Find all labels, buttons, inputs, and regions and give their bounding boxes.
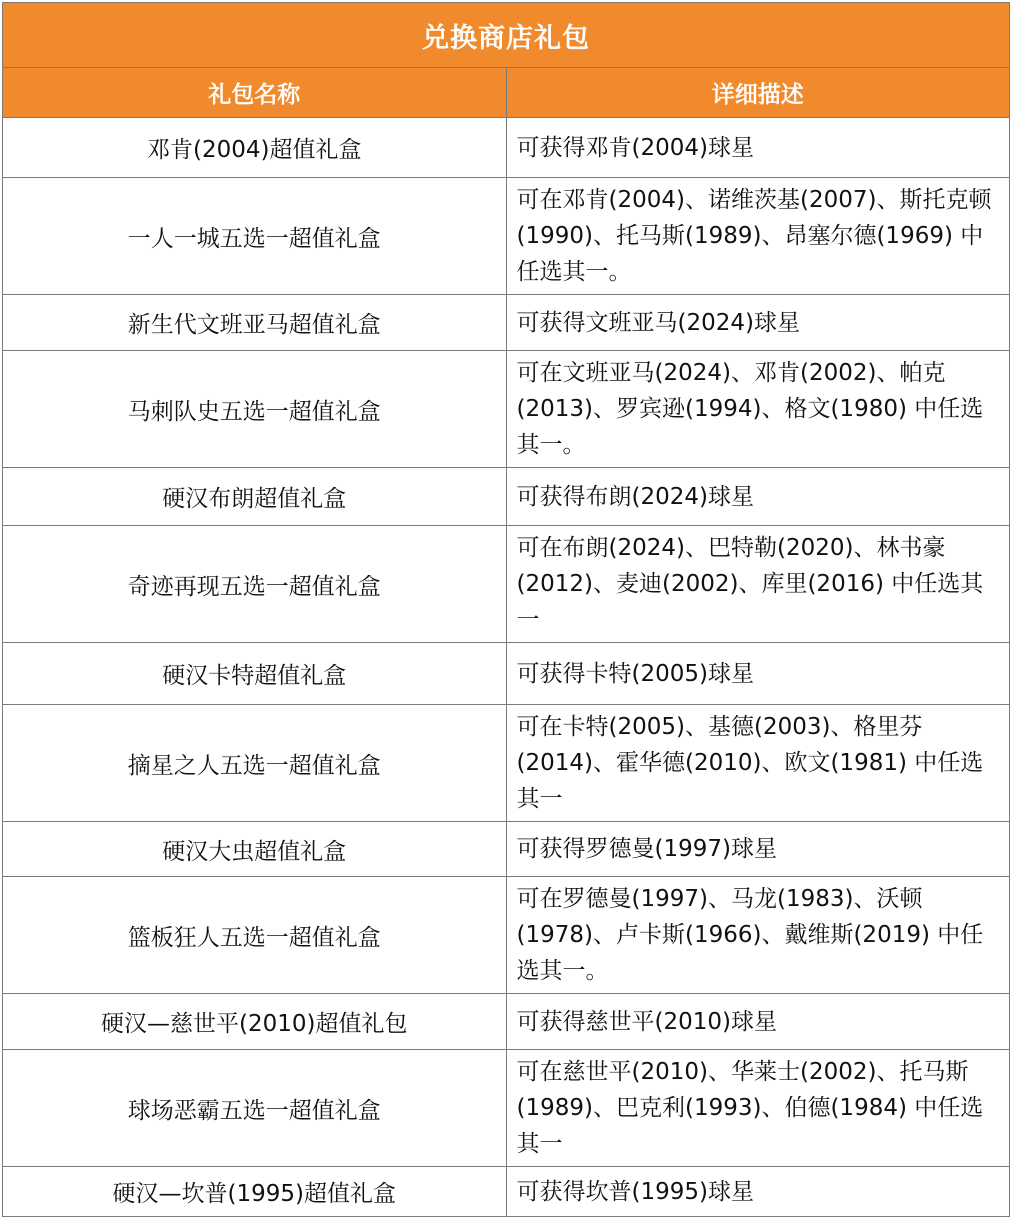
table-row [3,877,1010,994]
pack-name: 球场恶霸五选一超值礼盒 [3,1050,507,1167]
pack-name: 邓肯(2004)超值礼盒 [3,118,507,178]
table-header-row [3,68,1010,118]
column-header-name: 礼包名称 [3,68,507,118]
pack-desc: 可获得罗德曼(1997)球星 [506,822,1010,877]
pack-name: 硬汉卡特超值礼盒 [3,643,507,705]
pack-name: 马刺队史五选一超值礼盒 [3,351,507,468]
table-row [3,1050,1010,1167]
table-row [3,178,1010,295]
pack-desc: 可在文班亚马(2024)、邓肯(2002)、帕克(2013)、罗宾逊(1994)、格文(1980) 中任选其一。 [506,351,1010,468]
pack-name: 硬汉布朗超值礼盒 [3,468,507,526]
table-row [3,643,1010,705]
table-row [3,118,1010,178]
table-row [3,1167,1010,1217]
table-row [3,994,1010,1050]
pack-desc: 可获得布朗(2024)球星 [506,468,1010,526]
table-row [3,351,1010,468]
column-header-desc: 详细描述 [506,68,1010,118]
table-row [3,705,1010,822]
pack-desc: 可在罗德曼(1997)、马龙(1983)、沃顿(1978)、卢卡斯(1966)、戴维斯(2019) 中任选其一。 [506,877,1010,994]
pack-desc: 可获得邓肯(2004)球星 [506,118,1010,178]
pack-desc: 可在卡特(2005)、基德(2003)、格里芬(2014)、霍华德(2010)、欧文(1981) 中任选其一 [506,705,1010,822]
pack-desc: 可获得卡特(2005)球星 [506,643,1010,705]
pack-name: 奇迹再现五选一超值礼盒 [3,526,507,643]
pack-desc: 可在邓肯(2004)、诺维茨基(2007)、斯托克顿(1990)、托马斯(1989)、昂塞尔德(1969) 中任选其一。 [506,178,1010,295]
pack-name: 摘星之人五选一超值礼盒 [3,705,507,822]
table-row [3,822,1010,877]
pack-desc: 可获得坎普(1995)球星 [506,1167,1010,1217]
pack-name: 篮板狂人五选一超值礼盒 [3,877,507,994]
pack-desc: 可在慈世平(2010)、华莱士(2002)、托马斯(1989)、巴克利(1993)、伯德(1984) 中任选其一 [506,1050,1010,1167]
pack-name: 硬汉—坎普(1995)超值礼盒 [3,1167,507,1217]
pack-name: 硬汉大虫超值礼盒 [3,822,507,877]
pack-name: 新生代文班亚马超值礼盒 [3,295,507,351]
pack-desc: 可获得慈世平(2010)球星 [506,994,1010,1050]
pack-desc: 可获得文班亚马(2024)球星 [506,295,1010,351]
gift-pack-table [2,2,1010,1217]
table-title-row [3,3,1010,68]
table-row [3,295,1010,351]
pack-name: 一人一城五选一超值礼盒 [3,178,507,295]
pack-name: 硬汉—慈世平(2010)超值礼包 [3,994,507,1050]
gift-pack-table-container [2,2,1010,1217]
table-row [3,468,1010,526]
pack-desc: 可在布朗(2024)、巴特勒(2020)、林书豪(2012)、麦迪(2002)、库里(2016) 中任选其一 [506,526,1010,643]
table-row [3,526,1010,643]
table-title: 兑换商店礼包 [3,3,1010,68]
